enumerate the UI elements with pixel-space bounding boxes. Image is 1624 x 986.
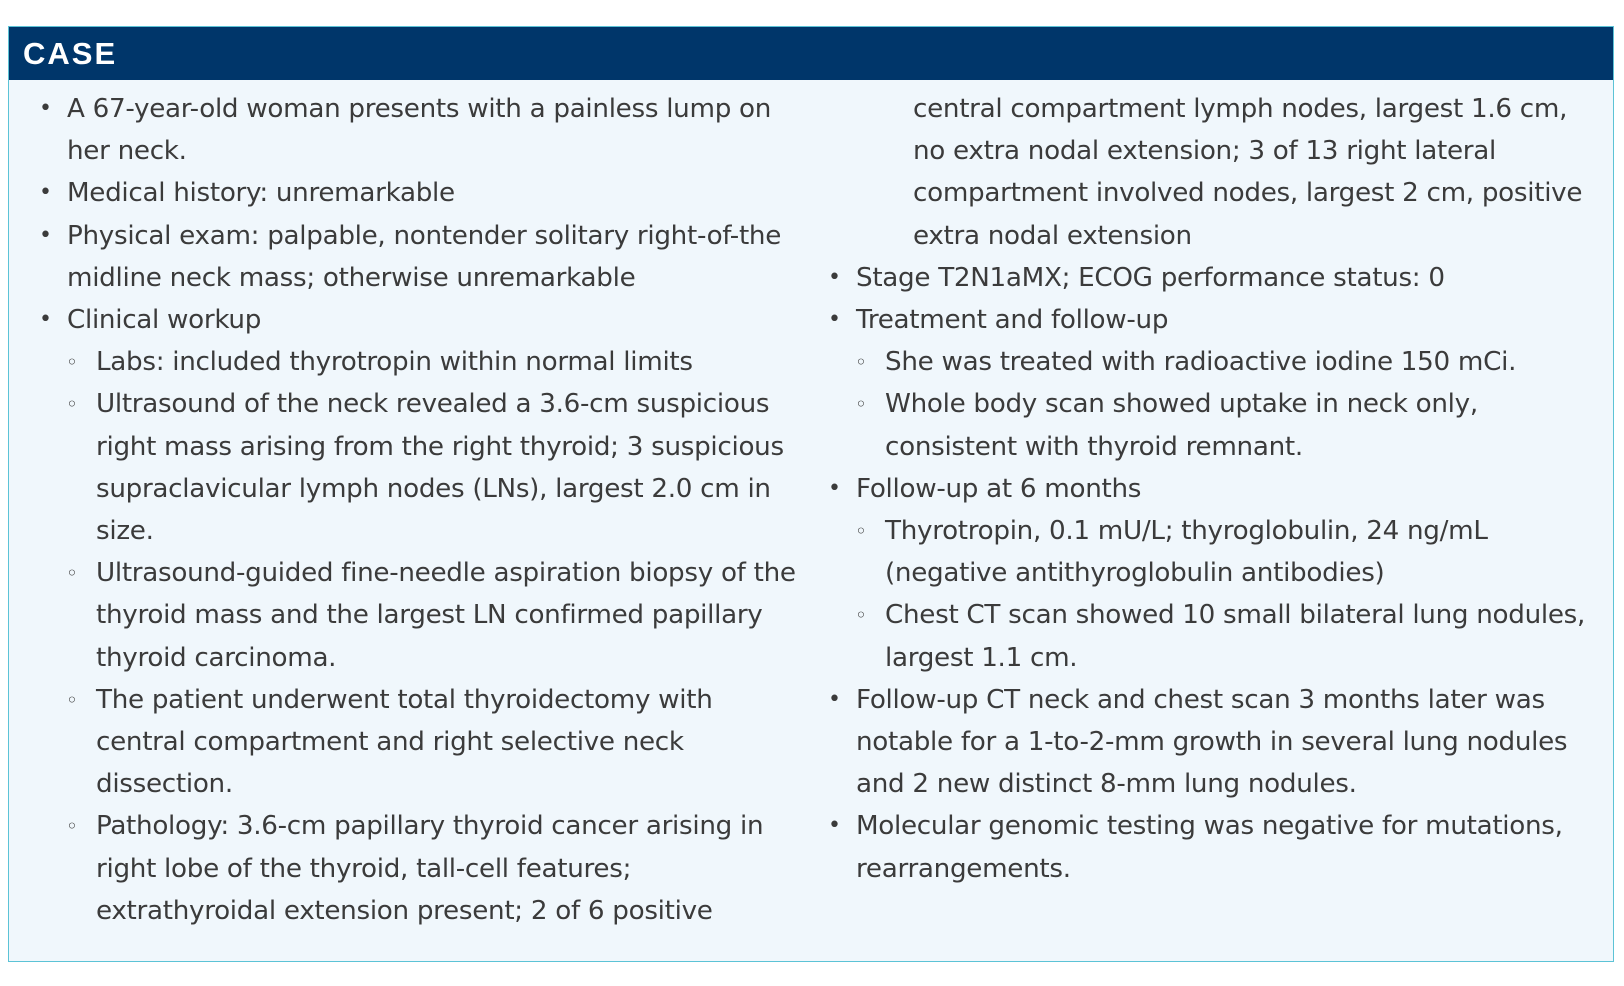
list-item-followup-ct: • Follow-up CT neck and chest scan 3 months later was notable for a 1-to-2-mm growth in several lung nodules and 2 new distinct 8-mm lung nodules. — [828, 679, 1601, 806]
case-panel — [8, 26, 1614, 962]
workup-sublist — [39, 341, 798, 932]
pathology-continuation: central compartment lymph nodes, largest 1.6 cm, no extra nodal extension; 3 of 13 right lateral compartment involved nodes, largest 2 cm, positive extra nodal extension — [913, 94, 1583, 251]
case-body — [9, 80, 1613, 932]
sub-item-thyrotropin: ◦ Thyrotropin, 0.1 mU/L; thyroglobulin, 24 ng/mL (negative antithyroglobulin antibodies) — [828, 510, 1601, 594]
list-item-treatment — [828, 299, 1601, 341]
sub-item-pathology: ◦ Pathology: 3.6-cm papillary thyroid cancer arising in right lobe of the thyroid, tall-cell features; extrathyroidal extension present; 2 of 6 positive — [39, 805, 798, 932]
sub-item-surgery: ◦ The patient underwent total thyroidectomy with central compartment and right selective neck dissection. — [39, 679, 798, 806]
list-item-presentation: • A 67-year-old woman presents with a painless lump on her neck. — [39, 88, 798, 172]
list-item-followup-6-months — [828, 468, 1601, 510]
list-item-molecular-testing: • Molecular genomic testing was negative for mutations, rearrangements. — [828, 805, 1601, 889]
right-column — [804, 88, 1613, 932]
list-item-physical-exam: • Physical exam: palpable, nontender solitary right-of-the midline neck mass; otherwise unremarkable — [39, 215, 798, 299]
left-bullet-list — [39, 88, 798, 341]
sub-item-biopsy: ◦ Ultrasound-guided fine-needle aspiration biopsy of the thyroid mass and the largest LN confirmed papillary thyroid carcinoma. — [39, 552, 798, 679]
case-header — [9, 27, 1613, 80]
sub-item-whole-body-scan: ◦ Whole body scan showed uptake in neck only, consistent with thyroid remnant. — [828, 383, 1601, 467]
right-bullet-list-b — [828, 468, 1601, 510]
list-item-medical-history: • Medical history: unremarkable — [39, 172, 798, 214]
list-item-stage: • Stage T2N1aMX; ECOG performance status: 0 — [828, 257, 1601, 299]
list-item-clinical-workup — [39, 299, 798, 341]
sub-item-labs: ◦ Labs: included thyrotropin within normal limits — [39, 341, 798, 383]
sub-item-ultrasound: ◦ Ultrasound of the neck revealed a 3.6-cm suspicious right mass arising from the right thyroid; 3 suspicious supraclavicular lymph nodes (LNs), largest 2.0 cm in size. — [39, 383, 798, 552]
treatment-label: Treatment and follow-up — [856, 305, 1169, 336]
followup-sublist — [828, 510, 1601, 679]
left-column — [9, 88, 804, 932]
right-bullet-list-c — [828, 679, 1601, 890]
followup-6-months-label: Follow-up at 6 months — [856, 473, 1142, 504]
sub-item-radioactive-iodine: ◦ She was treated with radioactive iodine 150 mCi. — [828, 341, 1601, 383]
right-bullet-list-a — [828, 257, 1601, 341]
treatment-sublist — [828, 341, 1601, 468]
clinical-workup-label: Clinical workup — [67, 305, 262, 336]
case-title: CASE — [23, 36, 118, 71]
sub-item-chest-ct: ◦ Chest CT scan showed 10 small bilateral lung nodules, largest 1.1 cm. — [828, 594, 1601, 678]
